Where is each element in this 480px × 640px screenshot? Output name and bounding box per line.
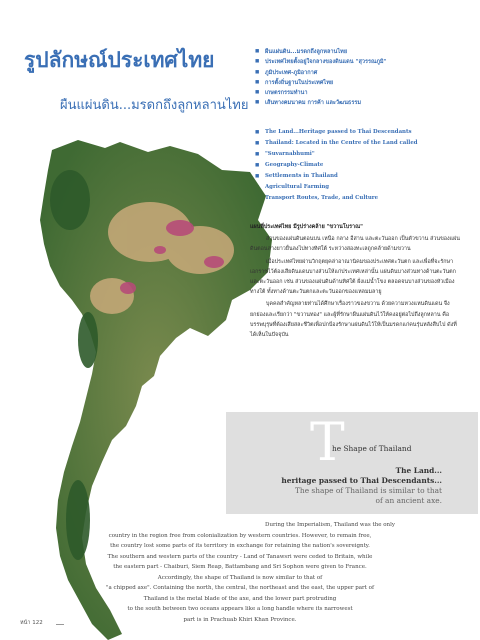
box-line: The shape of Thailand is similar to that <box>295 486 442 495</box>
thai-body-text <box>250 222 462 342</box>
toc-item: ■ เส้นทางคมนาคม การค้า และวัฒนธรรม <box>255 98 465 108</box>
box-lines <box>222 466 442 506</box>
english-line: the country lost some parts of its territory in exchange for retaining the nation's sovereignty. <box>110 543 370 549</box>
toc-item: ■ Thailand: Located in the Centre of the Land called <box>255 138 465 149</box>
box-line: of an ancient axe. <box>375 496 442 505</box>
page-subtitle: ผืนแผ่นดิน...มรดกถึงลูกหลานไทย <box>60 98 249 113</box>
toc-item: ■ Settlements in Thailand <box>255 171 465 182</box>
english-line: Thailand is the metal blade of the axe, and the lower part protruding <box>143 595 337 602</box>
english-line: country in the region free from colonialization by western countries. However, to remain free, <box>108 532 372 539</box>
english-line: part is in Prachuab Khiri Khan Province. <box>183 616 297 623</box>
box-line: The Land... <box>395 466 442 475</box>
thai-paragraph: เมื่อประเทศไทยผ่านวิกฤตยุคล่าอาณานิคมของประเทศตะวันตก และเพื่อที่จะรักษาเอกราชไว้ต้องเสียดินแดนบางส่วนให้แก่ประเทศเหล่านั้น แผ่นดินบางส่วนทางด้านตะวันตกและตะวันออก เช่น ส่วนของแผ่นดินด้านทิศใต้ ฝั่งแม่น้ำโขง ตลอดจนบางส่วนของหัวเมืองทางใต้ ทั้งทางด้านตะวันตกและตะวันออกของแหลมมลายู <box>250 258 456 296</box>
box-line: heritage passed to Thai Descendants... <box>281 476 442 485</box>
thai-paragraph: ส่วนของแผ่นดินตอนบน เหนือ กลาง อีสาน และตะวันออก เป็นตัวขวาน ส่วนของแผ่นดินตอนล่างยาวยื่นลงไปทางทิศใต้ ระหว่างสองทะเลถูกคล้ายด้ามขวาน <box>250 236 460 253</box>
toc-item: ■ ผืนแผ่นดิน...มรดกถึงลูกหลานไทย <box>255 47 465 57</box>
english-line: to the south between two oceans appears like a long handle where its narrowest <box>127 606 353 612</box>
toc-item: ■ "Suvarnabhumi" <box>255 149 465 160</box>
english-line: During the Imperialism, Thailand was the only <box>265 522 395 528</box>
toc-item: ■ The Land...Heritage passed to Thai Descendants <box>255 127 465 138</box>
thai-contents-list <box>255 47 465 109</box>
english-line: the eastern part - Chaiburi, Siem Reap, Battambang and Sri Sophon were given to France. <box>113 564 367 570</box>
english-line: Accordingly, the shape of Thailand is now similar to that of <box>157 574 323 581</box>
page-title: รูปลักษณ์ประเทศไทย <box>24 48 215 72</box>
box-title: he Shape of Thailand <box>332 444 412 453</box>
toc-item: ■ Agricultural Farming <box>255 182 465 193</box>
thai-paragraph: บุคคลสำคัญหลายท่านได้ศึกษาเรื่องราวของขวาน ด้วยความหวงแหนดินแดน จึงยกย่องและเรียกว่า "ขวานทอง" และผู้ที่รักษาผืนแผ่นดินไว้ให้คงอยู่ต่อไปถึงลูกหลาน คือบรรพบุรุษที่ต้องเสียสละชีวิตเพื่อปกป้องรักษาแผ่นดินไว้ให้เป็นมรดกแก่คนรุ่นหลังสืบไป ดังที่ได้เห็นในปัจจุบัน <box>250 301 457 339</box>
english-body-text <box>12 520 468 625</box>
english-line: The southern and western parts of the country - Land of Tanawsri were ceded to Britain, while <box>107 553 373 560</box>
thai-body-heading: แผนที่ประเทศไทย มีรูปร่างคล้าย "ขวานโบราณ" <box>250 224 363 230</box>
footer-divider <box>56 624 64 625</box>
english-line: "a chipped axe". Containing the north, the central, the northeast and the east, the upper part of <box>105 585 374 591</box>
toc-item: ■ Transport Routes, Trade, and Culture <box>255 193 465 204</box>
page-number: หน้า 122 <box>20 620 43 626</box>
toc-item: ■ ภูมิประเทศ-ภูมิอากาศ <box>255 68 465 78</box>
toc-item: ■ เกษตรกรรมทำนา <box>255 88 465 98</box>
toc-item: ■ Geography-Climate <box>255 160 465 171</box>
toc-item: ■ การตั้งถิ่นฐานในประเทศไทย <box>255 78 465 88</box>
toc-item: ■ ประเทศไทยตั้งอยู่ใจกลางของดินแดน "สุวรรณภูมิ" <box>255 57 465 67</box>
drop-cap: T <box>310 413 345 473</box>
